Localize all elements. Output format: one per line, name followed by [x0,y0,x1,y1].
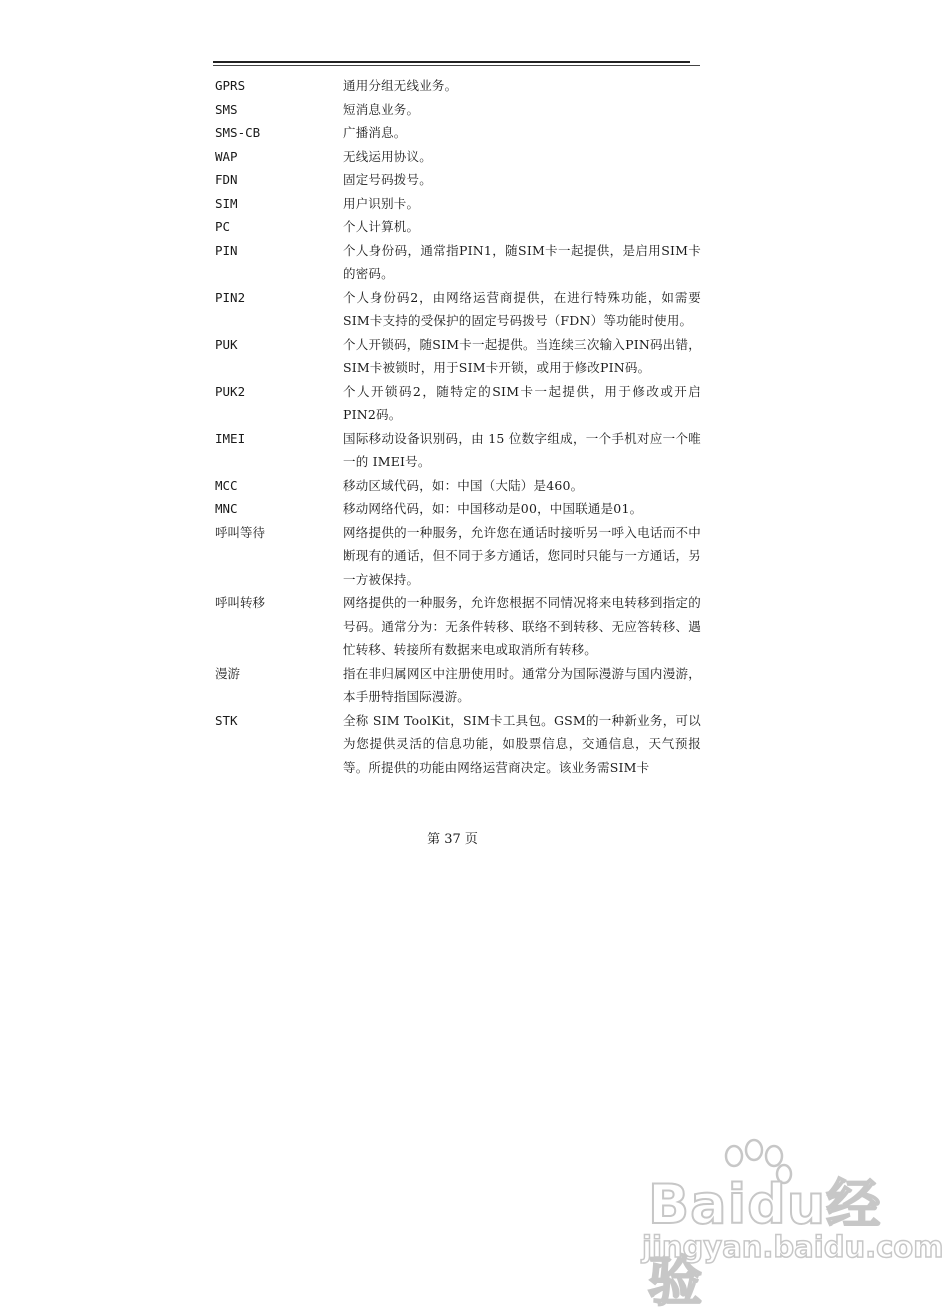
glossary-definition: 广播消息。 [343,125,407,140]
glossary-definition: 用户识别卡。 [343,195,420,211]
watermark-brand: Baidu经验 [648,1173,882,1313]
glossary-term: SMS [215,101,238,117]
glossary-entry [215,74,703,98]
glossary-term: IMEI [215,430,246,446]
glossary-term: FDN [215,172,238,187]
glossary-entry [215,709,703,780]
glossary-term: PC [215,219,231,234]
glossary-entry [215,215,703,239]
glossary-list [215,74,703,779]
glossary-definition: 通用分组无线业务。 [343,78,458,93]
glossary-term: PUK2 [215,383,246,399]
glossary-term: PUK [215,336,238,352]
glossary-term: GPRS [215,78,246,93]
glossary-term: WAP [215,148,238,164]
glossary-entry [215,380,703,427]
glossary-entry [215,239,703,286]
glossary-term: 呼叫等待 [215,524,266,540]
glossary-definition: 指在非归属网区中注册使用时。通常分为国际漫游与国内漫游，本手册特指国际漫游。 [343,665,701,704]
page-number: 第 37 页 [427,832,478,847]
glossary-definition: 国际移动设备识别码，由 15 位数字组成，一个手机对应一个唯一的 IMEI号。 [343,430,701,469]
glossary-term: SIM [215,195,238,211]
glossary-definition: 个人身份码，通常指PIN1，随SIM卡一起提供，是启用SIM卡的密码。 [343,242,701,281]
glossary-entry [215,474,703,498]
glossary-entry [215,145,703,169]
glossary-entry [215,662,703,709]
glossary-term: 呼叫转移 [215,595,266,610]
glossary-definition: 全称 SIM ToolKit，SIM卡工具包。GSM的一种新业务，可以为您提供灵活的信息功能，如股票信息，交通信息，天气预报等。所提供的功能由网络运营商决定。该业务需SIM卡 [343,712,701,775]
glossary-definition: 移动网络代码，如：中国移动是00，中国联通是01。 [343,501,643,516]
glossary-entry [215,521,703,592]
header-rule-thin [213,65,700,66]
glossary-entry [215,121,703,145]
glossary-definition: 个人身份码2，由网络运营商提供，在进行特殊功能，如需要 SIM卡支持的受保护的固定号码拨号（FDN）等功能时使用。 [343,289,701,328]
glossary-entry [215,497,703,521]
glossary-definition: 无线运用协议。 [343,148,432,164]
glossary-entry [215,333,703,380]
glossary-entry [215,168,703,192]
baidu-jingyan-watermark [630,1140,943,1313]
glossary-entry [215,286,703,333]
glossary-term: PIN2 [215,289,246,305]
glossary-definition: 个人开锁码，随SIM卡一起提供。当连续三次输入PIN码出错，SIM卡被锁时，用于SIM卡开锁，或用于修改PIN码。 [343,336,701,375]
glossary-term: PIN [215,242,238,258]
glossary-term: 漫游 [215,665,241,681]
header-rule-thick [213,61,690,63]
glossary-definition: 固定号码拨号。 [343,172,432,187]
glossary-definition: 网络提供的一种服务，允许您在通话时接听另一呼入电话而不中断现有的通话，但不同于多方通话，您同时只能与一方通话，另一方被保持。 [343,524,701,587]
glossary-term: SMS-CB [215,125,261,140]
glossary-definition: 个人开锁码2，随特定的SIM卡一起提供，用于修改或开启PIN2码。 [343,383,701,422]
glossary-entry [215,98,703,122]
glossary-entry [215,427,703,474]
glossary-definition: 个人计算机。 [343,219,420,234]
glossary-term: STK [215,712,238,728]
glossary-entry [215,591,703,662]
glossary-term: MCC [215,477,238,493]
glossary-definition: 移动区域代码，如：中国（大陆）是460。 [343,477,584,493]
glossary-definition: 短消息业务。 [343,101,420,117]
glossary-entry [215,192,703,216]
watermark-url: jingyan.baidu.com [642,1230,943,1264]
glossary-term: MNC [215,501,238,516]
glossary-definition: 网络提供的一种服务，允许您根据不同情况将来电转移到指定的号码。通常分为：无条件转移、联络不到转移、无应答转移、遇忙转移、转接所有数据来电或取消所有转移。 [343,595,701,657]
